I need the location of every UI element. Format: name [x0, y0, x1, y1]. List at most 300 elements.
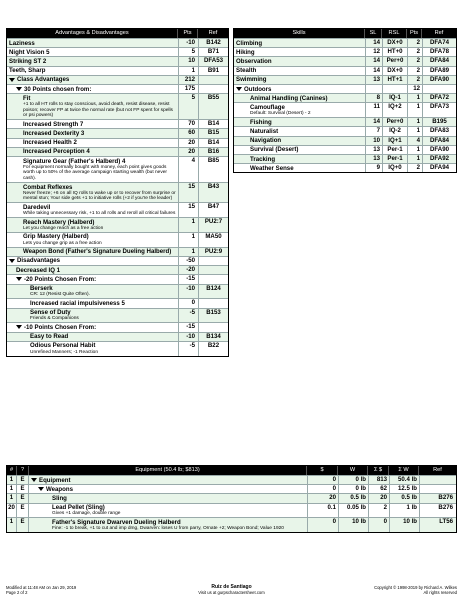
- advantage-points: 175: [178, 85, 198, 93]
- skill-points: 2: [407, 39, 422, 47]
- advantage-reference: [198, 275, 228, 283]
- advantage-points: 1: [178, 233, 198, 247]
- skills-note: Default: Survival (Desert) - 2: [250, 111, 311, 117]
- advantages-name-cell: [7, 57, 178, 65]
- skills-table: [233, 28, 457, 173]
- advantages-name-cell: [7, 323, 178, 331]
- skill-points: 1: [407, 155, 422, 163]
- skill-relative-level: HT+1: [382, 76, 407, 84]
- skills-header-sl: SL: [365, 29, 382, 38]
- advantage-row[interactable]: [7, 232, 228, 247]
- equipment-cost: 0: [307, 476, 338, 484]
- equipment-row[interactable]: [7, 517, 456, 532]
- advantages-name-cell: [7, 342, 178, 356]
- advantage-points: 5: [178, 48, 198, 56]
- advantages-name-cell: [7, 148, 178, 156]
- equipment-weight: 10 lb: [338, 518, 368, 532]
- skills-name: Weather Sense: [250, 164, 294, 172]
- advantages-name-cell: [7, 76, 178, 84]
- skill-relative-level: HT+0: [382, 48, 407, 56]
- skill-level: 13: [365, 155, 382, 163]
- advantages-note: +1 to all HT rolls to stay conscious, avoid death, resist disease, resist poison; recover FP at twice the normal rate (but not FP spent for spells or psi powers): [23, 101, 173, 119]
- advantage-row[interactable]: [7, 341, 228, 356]
- advantage-points: 1: [178, 67, 198, 75]
- skill-level: 7: [365, 127, 382, 135]
- advantage-row[interactable]: [7, 265, 228, 274]
- equipment-weight: 0.5 lb: [338, 494, 368, 502]
- advantage-points: 1: [178, 248, 198, 256]
- advantages-table: [6, 28, 229, 357]
- advantages-name-cell: [7, 120, 178, 128]
- advantage-reference: [198, 76, 228, 84]
- skill-points: 1: [407, 103, 422, 117]
- equipment-ext-cost: 2: [368, 504, 389, 518]
- equipment-equipped: E: [17, 518, 29, 532]
- equipment-count: 1: [7, 518, 17, 532]
- skills-name-cell: [234, 146, 365, 154]
- advantage-row[interactable]: [7, 308, 228, 323]
- advantage-reference: B14: [198, 139, 228, 147]
- skill-relative-level: IQ+2: [382, 103, 407, 117]
- advantage-points: 4: [178, 157, 198, 182]
- advantage-reference: B47: [198, 203, 228, 217]
- advantages-note: Unrefined Manners; -1 Reaction: [30, 349, 98, 355]
- equipment-ext-weight: 0.5 lb: [389, 494, 419, 502]
- skills-name: Observation: [236, 57, 272, 65]
- skill-reference: DFA84: [422, 57, 456, 65]
- skills-name: Navigation: [250, 137, 282, 145]
- equipment-header-count: #: [7, 466, 17, 475]
- skill-points: 12: [407, 85, 422, 93]
- footer-right: [374, 585, 457, 595]
- skill-relative-level: [382, 85, 407, 93]
- advantages-name-cell: [7, 85, 178, 93]
- skill-row[interactable]: [234, 102, 456, 117]
- skills-name-cell: [234, 76, 365, 84]
- skill-relative-level: IQ-1: [382, 94, 407, 102]
- advantages-name-cell: [7, 203, 178, 217]
- skill-points: 1: [407, 146, 422, 154]
- footer-website[interactable]: Visit us at gurpscharactersheet.com: [198, 590, 265, 595]
- equipment-equipped: E: [17, 504, 29, 518]
- skill-points: 4: [407, 137, 422, 145]
- equipment-name-cell: [29, 504, 307, 518]
- advantage-points: -15: [178, 275, 198, 283]
- equipment-count: 1: [7, 476, 17, 484]
- advantages-name: Increased racial impulsiveness 5: [30, 299, 125, 307]
- equipment-reference: LT56: [419, 518, 456, 532]
- advantage-reference: B71: [198, 48, 228, 56]
- skill-row[interactable]: [234, 117, 456, 126]
- advantage-row[interactable]: [7, 75, 228, 84]
- advantage-reference: B134: [198, 333, 228, 341]
- skill-level: 13: [365, 146, 382, 154]
- skill-level: 13: [365, 76, 382, 84]
- equipment-name-cell: [29, 485, 307, 493]
- disclosure-triangle-icon[interactable]: [236, 87, 242, 91]
- equipment-weight: 0 lb: [338, 476, 368, 484]
- skill-reference: DFA83: [422, 127, 456, 135]
- advantage-row[interactable]: [7, 202, 228, 217]
- skills-header: [234, 29, 456, 38]
- advantage-row[interactable]: [7, 84, 228, 93]
- equipment-count: 20: [7, 504, 17, 518]
- footer-rights: All rights reserved: [423, 590, 457, 595]
- skills-name-cell: [234, 155, 365, 163]
- advantages-name-cell: [7, 248, 178, 256]
- advantage-row[interactable]: [7, 119, 228, 128]
- skill-row[interactable]: [234, 154, 456, 163]
- advantage-reference: [198, 85, 228, 93]
- advantages-note: Never freeze; +6 on all IQ rolls to wake up or to recover from surprise or mental stun; Your side gets +1 to initiative rolls (+2 if you're the leader): [23, 190, 176, 202]
- advantages-name-cell: [7, 266, 178, 274]
- advantages-name: Night Vision 5: [9, 48, 50, 56]
- skill-level: 10: [365, 137, 382, 145]
- advantage-row[interactable]: [7, 138, 228, 147]
- equipment-name: Equipment: [39, 476, 71, 484]
- advantage-row[interactable]: [7, 247, 228, 256]
- skill-level: 8: [365, 94, 382, 102]
- skill-relative-level: Per-1: [382, 155, 407, 163]
- equipment-name: Sling: [52, 494, 67, 502]
- equipment-equipped: E: [17, 494, 29, 502]
- skills-name: Hiking: [236, 48, 255, 56]
- advantages-name-cell: [7, 48, 178, 56]
- advantage-row[interactable]: [7, 38, 228, 47]
- skill-reference: DFA74: [422, 39, 456, 47]
- advantage-row[interactable]: [7, 274, 228, 283]
- skill-row[interactable]: [234, 47, 456, 56]
- disclosure-triangle-icon[interactable]: [9, 78, 15, 82]
- advantage-reference: MA50: [198, 233, 228, 247]
- advantages-name-cell: [7, 257, 178, 265]
- skill-points: 1: [407, 94, 422, 102]
- skill-row[interactable]: [234, 75, 456, 84]
- equipment-ext-cost: 62: [368, 485, 389, 493]
- equipment-name-cell: [29, 494, 307, 502]
- skill-reference: DFA78: [422, 48, 456, 56]
- advantages-name: Easy to Read: [30, 333, 69, 341]
- advantages-name: Striking ST 2: [9, 57, 47, 65]
- disclosure-triangle-icon[interactable]: [16, 277, 22, 281]
- advantage-row[interactable]: [7, 93, 228, 119]
- disclosure-triangle-icon[interactable]: [16, 325, 22, 329]
- advantage-points: 20: [178, 148, 198, 156]
- skills-name-cell: [234, 85, 365, 93]
- equipment-name-cell: [29, 518, 307, 532]
- equipment-reference: [419, 485, 456, 493]
- advantages-name: Grip Mastery (Halberd): [23, 233, 89, 241]
- advantages-name-cell: [7, 285, 178, 299]
- advantage-points: -10: [178, 333, 198, 341]
- skills-name-cell: [234, 94, 365, 102]
- advantages-name-cell: [7, 67, 178, 75]
- advantages-header-pts: Pts: [178, 29, 198, 38]
- advantages-name: 30 Points chosen from:: [24, 85, 92, 93]
- equipment-reference: B276: [419, 504, 456, 518]
- advantage-reference: B124: [198, 285, 228, 299]
- advantages-name: Teeth, Sharp: [9, 67, 46, 75]
- advantages-note: Friends & Companions: [30, 316, 79, 322]
- advantage-points: 5: [178, 94, 198, 119]
- advantages-name: Daredevil: [23, 203, 51, 211]
- skill-points: 2: [407, 76, 422, 84]
- equipment-ext-weight: 1 lb: [389, 504, 419, 518]
- skills-header-name: Skills: [234, 29, 365, 38]
- advantage-reference: DFA53: [198, 57, 228, 65]
- advantage-reference: [198, 257, 228, 265]
- equipment-cost: 0.1: [307, 504, 338, 518]
- advantage-points: 20: [178, 139, 198, 147]
- skill-row[interactable]: [234, 145, 456, 154]
- skill-points: 2: [407, 57, 422, 65]
- equipment-header-ref: Ref: [433, 467, 442, 473]
- skill-level: 14: [365, 39, 382, 47]
- advantages-name: Fit: [23, 94, 31, 102]
- advantages-header-name: Advantages & Disadvantages: [7, 29, 178, 38]
- advantages-name: Berserk: [30, 285, 53, 293]
- advantage-reference: B15: [198, 129, 228, 137]
- equipment-count: 1: [7, 494, 17, 502]
- skills-name: Naturalist: [250, 127, 279, 135]
- equipment-name: Lead Pellet (Sling): [52, 504, 105, 512]
- advantage-reference: B16: [198, 148, 228, 156]
- skill-relative-level: DX+0: [382, 67, 407, 75]
- equipment-reference: [419, 476, 456, 484]
- skill-level: 11: [365, 103, 382, 117]
- advantages-name-cell: [7, 309, 178, 323]
- skill-row[interactable]: [234, 93, 456, 102]
- skill-row[interactable]: [234, 66, 456, 75]
- equipment-ext-cost: 0: [368, 518, 389, 532]
- skill-reference: DFA92: [422, 155, 456, 163]
- disclosure-triangle-icon[interactable]: [31, 478, 37, 482]
- footer-modified: Modified at 11:48 AM on Jan 29, 2019: [6, 585, 77, 590]
- skills-name-cell: [234, 118, 365, 126]
- advantage-row[interactable]: [7, 298, 228, 307]
- advantage-row[interactable]: [7, 182, 228, 202]
- skills-header-rsl: RSL: [382, 29, 407, 38]
- equipment-header-cost: $: [307, 466, 338, 475]
- advantages-body: [7, 38, 228, 356]
- equipment-cost: 20: [307, 494, 338, 502]
- skills-name: Survival (Desert): [250, 146, 299, 154]
- advantages-name: Increased Dexterity 3: [23, 129, 85, 137]
- equipment-reference: B276: [419, 494, 456, 502]
- advantages-name-cell: [7, 129, 178, 137]
- equipment-header-name: Equipment (50.4 lb; $813): [29, 466, 307, 475]
- advantage-reference: [198, 299, 228, 307]
- advantage-row[interactable]: [7, 66, 228, 75]
- skills-name-cell: [234, 39, 365, 47]
- skills-body: [234, 38, 456, 172]
- skill-reference: B195: [422, 118, 456, 126]
- skill-reference: DFA90: [422, 146, 456, 154]
- equipment-cost: 0: [307, 518, 338, 532]
- skills-name-cell: [234, 57, 365, 65]
- equipment-ext-weight: 12.5 lb: [389, 485, 419, 493]
- equipment-row[interactable]: [7, 493, 456, 502]
- advantage-row[interactable]: [7, 147, 228, 156]
- equipment-note: Fine: -1 to break, +1 to cut and imp dmg, Dwarven: loses U from parry, Ornate +2; Weapon Bond; Value 1920: [52, 526, 284, 532]
- advantage-points: 1: [178, 218, 198, 232]
- advantage-points: 15: [178, 203, 198, 217]
- advantage-reference: B55: [198, 94, 228, 119]
- equipment-row[interactable]: [7, 475, 456, 484]
- advantage-row[interactable]: [7, 284, 228, 299]
- equipment-note: Gives +1 damage, double range: [52, 511, 121, 517]
- advantages-name-cell: [7, 299, 178, 307]
- advantage-reference: B91: [198, 67, 228, 75]
- skill-relative-level: DX+0: [382, 39, 407, 47]
- advantage-reference: B43: [198, 183, 228, 202]
- skill-row[interactable]: [234, 38, 456, 47]
- equipment-name: Weapons: [46, 485, 73, 493]
- advantage-points: 60: [178, 129, 198, 137]
- equipment-header: [7, 466, 456, 475]
- disclosure-triangle-icon[interactable]: [16, 87, 22, 91]
- equipment-header-ext-cost: Σ $: [368, 466, 389, 475]
- advantage-reference: B153: [198, 309, 228, 323]
- skill-level: 12: [365, 48, 382, 56]
- skill-relative-level: IQ+1: [382, 137, 407, 145]
- skill-reference: DFA90: [422, 76, 456, 84]
- advantages-name: Combat Reflexes: [23, 183, 73, 191]
- skills-name: Tracking: [250, 155, 276, 163]
- skill-relative-level: IQ+0: [382, 164, 407, 172]
- advantages-note: While taking unnecessary risk, +1 to all rolls and reroll all critical failures: [23, 211, 176, 217]
- advantages-name-cell: [7, 139, 178, 147]
- skills-name: Fishing: [250, 118, 272, 126]
- equipment-row[interactable]: [7, 503, 456, 518]
- advantage-reference: B85: [198, 157, 228, 182]
- skills-name-cell: [234, 48, 365, 56]
- advantage-reference: [198, 323, 228, 331]
- advantages-name: -10 Points Chosen From:: [24, 323, 97, 331]
- skill-row[interactable]: [234, 56, 456, 65]
- advantage-row[interactable]: [7, 156, 228, 182]
- skill-relative-level: Per-1: [382, 146, 407, 154]
- advantage-reference: PU2:7: [198, 218, 228, 232]
- advantage-row[interactable]: [7, 217, 228, 232]
- equipment-header-equipped: ?: [17, 466, 29, 475]
- advantage-points: 70: [178, 120, 198, 128]
- advantage-points: -5: [178, 309, 198, 323]
- advantage-points: 15: [178, 183, 198, 202]
- advantages-name-cell: [7, 157, 178, 182]
- skills-name: Stealth: [236, 67, 257, 75]
- disclosure-triangle-icon[interactable]: [38, 487, 44, 491]
- advantage-row[interactable]: [7, 332, 228, 341]
- advantage-row[interactable]: [7, 256, 228, 265]
- advantages-name: Increased Health 2: [23, 139, 77, 147]
- equipment-ext-cost: 813: [368, 476, 389, 484]
- advantages-name: Odious Personal Habit: [30, 342, 96, 350]
- skills-name-cell: [234, 137, 365, 145]
- advantage-reference: B142: [198, 39, 228, 47]
- advantage-points: -5: [178, 342, 198, 356]
- skill-level: 9: [365, 164, 382, 172]
- advantages-header: [7, 29, 228, 38]
- footer-copyright: Copyright © 1998-2019 by Richard A. Wilkes: [374, 585, 457, 590]
- skills-name: Camouflage: [250, 103, 285, 111]
- advantage-reference: B14: [198, 120, 228, 128]
- advantages-note: CR: 12 (Resist Quite Often).: [30, 292, 90, 298]
- skills-header-ref: Ref: [434, 30, 444, 36]
- advantages-name-cell: [7, 39, 178, 47]
- skill-points: 2: [407, 48, 422, 56]
- advantages-name-cell: [7, 94, 178, 119]
- equipment-name-cell: [29, 476, 307, 484]
- skills-header-pts: Pts: [407, 29, 422, 38]
- equipment-weight: 0.05 lb: [338, 504, 368, 518]
- equipment-cost: 0: [307, 485, 338, 493]
- equipment-count: 1: [7, 485, 17, 493]
- skill-reference: DFA84: [422, 137, 456, 145]
- equipment-ext-weight: 10 lb: [389, 518, 419, 532]
- skills-name-cell: [234, 103, 365, 117]
- advantages-header-ref: Ref: [208, 30, 218, 36]
- disclosure-triangle-icon[interactable]: [9, 259, 15, 263]
- advantage-points: -50: [178, 257, 198, 265]
- skill-row[interactable]: [234, 126, 456, 135]
- skills-name: Outdoors: [244, 85, 272, 93]
- advantages-name: Disadvantages: [17, 257, 61, 265]
- skill-row[interactable]: [234, 136, 456, 145]
- equipment-ext-weight: 50.4 lb: [389, 476, 419, 484]
- skill-level: 14: [365, 57, 382, 65]
- equipment-row[interactable]: [7, 484, 456, 493]
- skill-row[interactable]: [234, 163, 456, 172]
- skills-name: Climbing: [236, 39, 263, 47]
- skill-relative-level: Per+0: [382, 57, 407, 65]
- skill-level: 14: [365, 118, 382, 126]
- advantages-name: Signature Gear (Father's Halberd) 4: [23, 157, 126, 165]
- advantage-row[interactable]: [7, 128, 228, 137]
- advantages-note: Lets you change grip as a free action: [23, 240, 102, 246]
- advantage-reference: [198, 266, 228, 274]
- skill-relative-level: Per+0: [382, 118, 407, 126]
- advantages-name-cell: [7, 333, 178, 341]
- skill-row[interactable]: [234, 84, 456, 93]
- advantage-row[interactable]: [7, 56, 228, 65]
- advantages-name: Increased Strength 7: [23, 120, 84, 128]
- advantages-name: Laziness: [9, 39, 35, 47]
- footer-character-name: Ruiz de Santiago: [211, 584, 252, 590]
- advantages-name: Increased Perception 4: [23, 148, 90, 156]
- advantage-points: 0: [178, 299, 198, 307]
- equipment-name: Father's Signature Dwarven Dueling Halberd: [52, 518, 181, 526]
- advantage-points: -20: [178, 266, 198, 274]
- equipment-equipped: E: [17, 485, 29, 493]
- advantages-note: For equipment normally bought with money, each point gives goods worth up to 50% of the average campaign starting wealth (but never cash).: [23, 164, 167, 181]
- skill-reference: DFA73: [422, 103, 456, 117]
- advantage-points: -10: [178, 285, 198, 299]
- skill-reference: [422, 85, 456, 93]
- equipment-ext-cost: 20: [368, 494, 389, 502]
- advantage-row[interactable]: [7, 47, 228, 56]
- advantage-row[interactable]: [7, 322, 228, 331]
- advantage-points: -10: [178, 39, 198, 47]
- equipment-header-ext-weight: Σ W: [389, 466, 419, 475]
- skill-reference: DFA89: [422, 67, 456, 75]
- advantages-name: Class Advantages: [17, 76, 70, 84]
- skill-level: 14: [365, 67, 382, 75]
- skills-name-cell: [234, 127, 365, 135]
- equipment-header-weight: W: [338, 466, 368, 475]
- advantages-name-cell: [7, 183, 178, 202]
- advantages-note: Let you change reach as a free action: [23, 225, 104, 231]
